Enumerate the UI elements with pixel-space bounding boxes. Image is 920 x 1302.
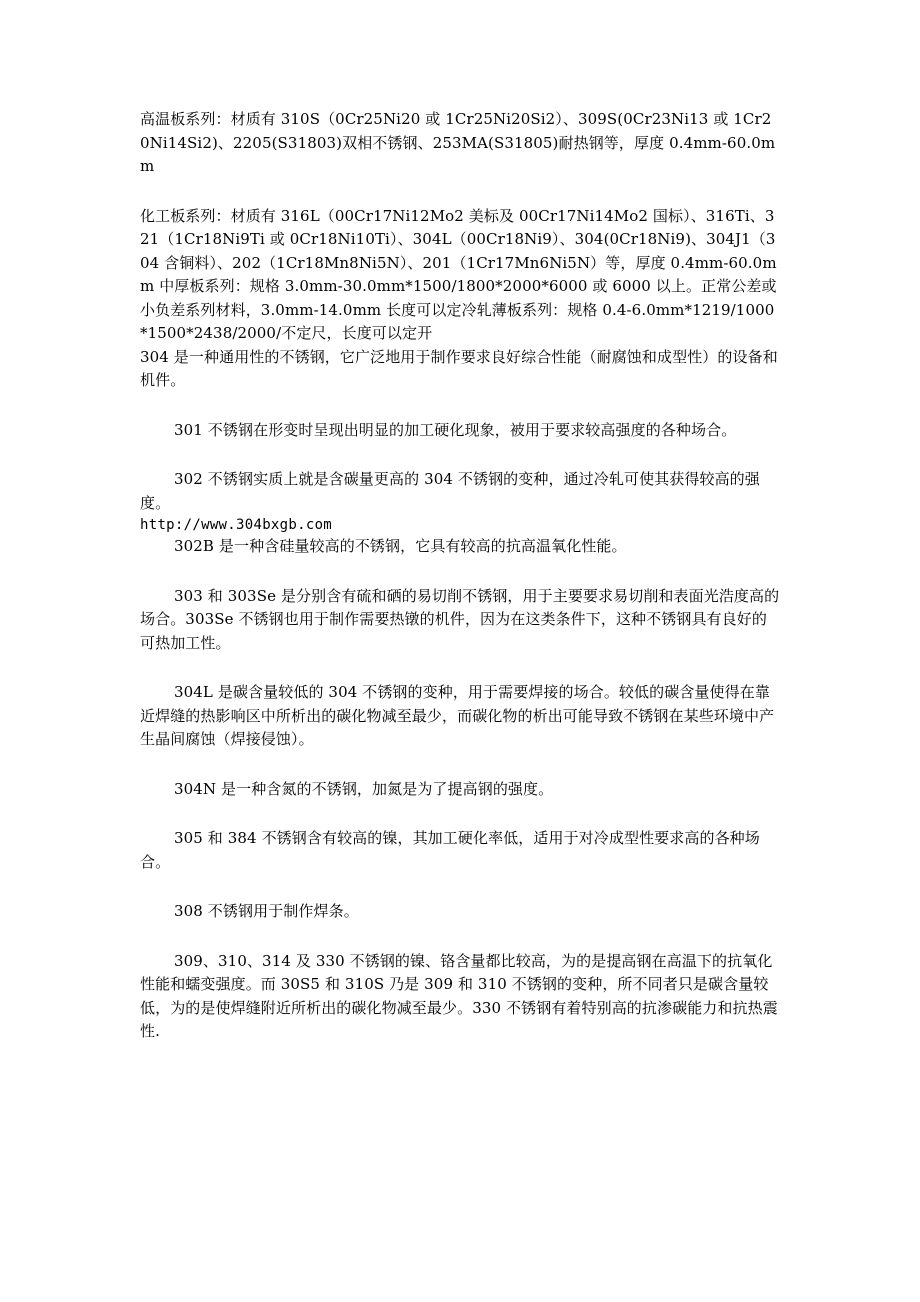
document-page xyxy=(140,108,780,1044)
paragraph-spacer xyxy=(140,924,780,950)
paragraph-304n: 304N 是一种含氮的不锈钢，加氮是为了提高钢的强度。 xyxy=(174,779,554,798)
paragraph-304: 304 是一种通用性的不锈钢，它广泛地用于制作要求良好综合性能（耐腐蚀和成型性）的设备和机件。 xyxy=(140,347,778,389)
paragraph-304l: 304L 是碳含量较低的 304 不锈钢的变种，用于需要焊接的场合。较低的碳含量使得在靠近焊缝的热影响区中所析出的碳化物减至最少，而碳化物的析出可能导致不锈钢在某些环境中产生晶间腐蚀（焊接侵蚀）。 xyxy=(140,683,775,748)
paragraph-301: 301 不锈钢在形变时呈现出明显的加工硬化现象，被用于要求较高强度的各种场合。 xyxy=(174,420,737,439)
paragraph-spacer xyxy=(140,393,780,419)
paragraph-spacer xyxy=(140,655,780,681)
paragraph-spacer xyxy=(140,179,780,205)
paragraph-spacer xyxy=(140,801,780,827)
paragraph-spacer xyxy=(140,442,780,468)
paragraph-305-384: 305 和 384 不锈钢含有较高的镍，其加工硬化率低，适用于对冷成型性要求高的各种场合。 xyxy=(140,829,760,871)
paragraph-high-temp-plate: 高温板系列：材质有 310S（0Cr25Ni20 或 1Cr25Ni20Si2）、309S(0Cr23Ni13 或 1Cr20Ni14Si2)、2205(S31803)双相不锈钢、253MA(S31805)耐热钢等，厚度 0.4mm-60.0mm xyxy=(140,110,776,175)
paragraph-spacer xyxy=(140,752,780,778)
paragraph-308: 308 不锈钢用于制作焊条。 xyxy=(174,902,359,920)
paragraph-303: 303 和 303Se 是分别含有硫和硒的易切削不锈钢，用于主要要求易切削和表面光浩度高的场合。303Se 不锈钢也用于制作需要热镦的机件，因为在这类条件下，这种不锈钢具有良好的可热加工性。 xyxy=(140,586,780,652)
paragraph-302: 302 不锈钢实质上就是含碳量更高的 304 不锈钢的变种，通过冷轧可使其获得较高的强度。 xyxy=(140,470,760,512)
paragraph-309-310-314-330: 309、310、314 及 330 不锈钢的镍、铬含量都比较高，为的是提高钢在高温下的抗氧化性能和蠕变强度。而 30S5 和 310S 乃是 309 和 310 不锈钢的变种，所不同者只是碳含量较低，为的是使焊缝附近所析出的碳化物减至最少。330 不锈钢有着特别高的抗渗碳能力和抗热震性. xyxy=(140,951,778,1040)
paragraph-spacer xyxy=(140,559,780,585)
paragraph-302b: 302B 是一种含硅量较高的不锈钢，它具有较高的抗高温氧化性能。 xyxy=(174,537,627,555)
paragraph-spacer xyxy=(140,874,780,900)
paragraph-chemical-plate: 化工板系列：材质有 316L（00Cr17Ni12Mo2 美标及 00Cr17Ni14Mo2 国标）、316Ti、321（1Cr18Ni9Ti 或 0Cr18Ni10Ti）、304L（00Cr18Ni9）、304(0Cr18Ni9)、304J1（304 含铜料）、202（1Cr18Mn8Ni5N）、201（1Cr17Mn6Ni5N）等，厚度 0.4mm-60.0mm 中厚板系列：规格 3.0mm-30.0mm*1500/1800*2000*6000 或 6000 以上。正常公差或小负差系列材料，3.0mm-14.0mm 长度可以定冷轧薄板系列：规格 0.4-6.0mm*1219/1000*1500*2438/2000/不定尺，长度可以定开 xyxy=(140,206,777,342)
source-url: http://www.304bxgb.com xyxy=(140,517,333,533)
